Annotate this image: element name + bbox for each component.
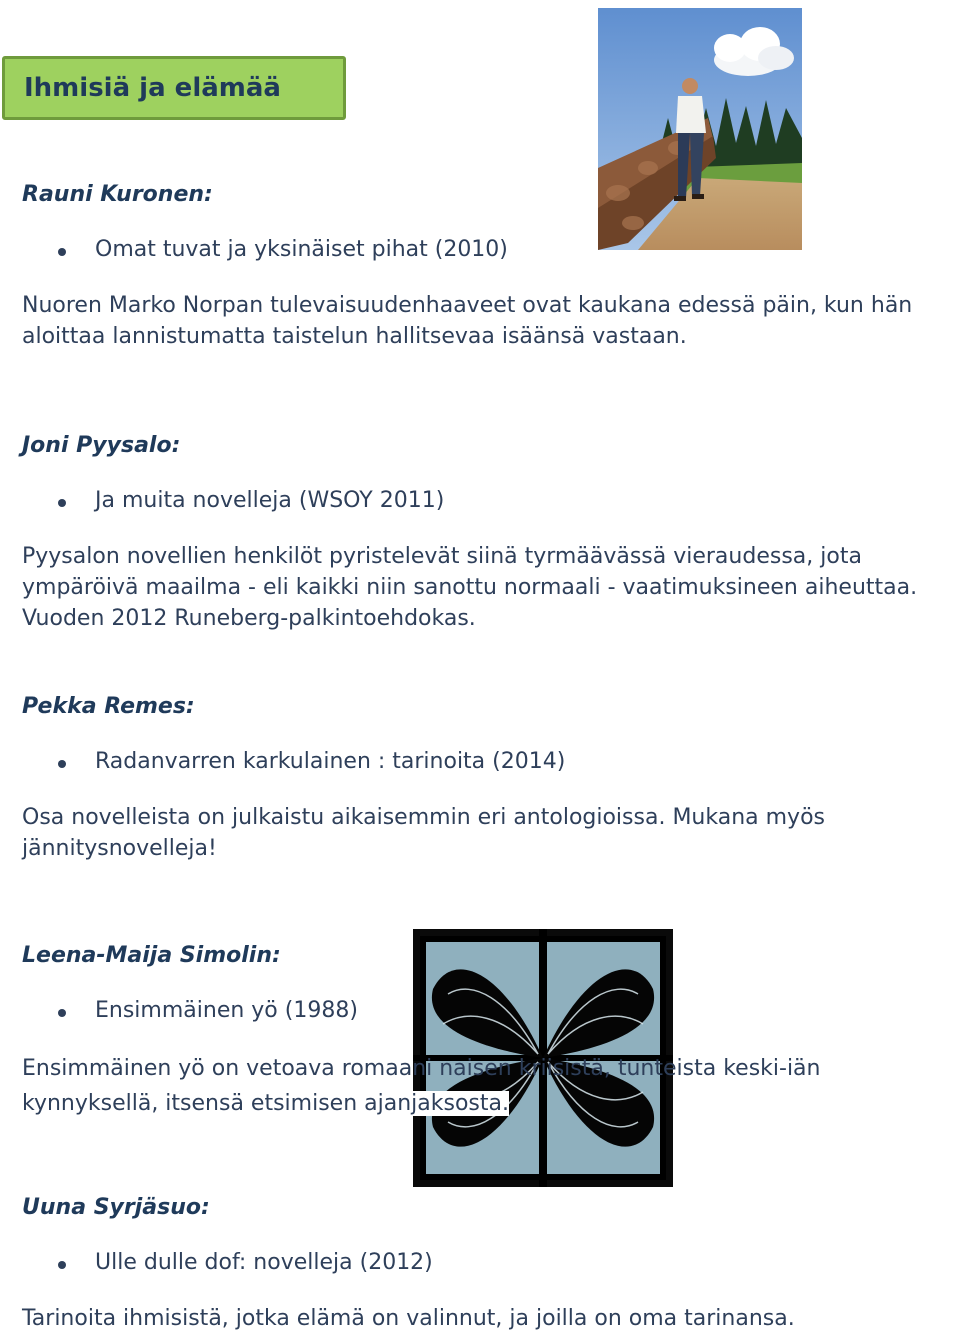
bullet	[58, 760, 66, 768]
book-description	[22, 1051, 958, 1121]
book-title: Ensimmäinen yö (1988)	[95, 998, 358, 1023]
book-description: Pyysalon novellien henkilöt pyristelevät siinä tyrmäävässä vieraudessa, jota ympäröivä maailma - eli kaikki niin sanottu normaali - vaatimuksineen aiheuttaa. Vuoden 2012 Runeberg-palkintoehdokas.	[22, 544, 918, 631]
book-title: Ja muita novelleja (WSOY 2011)	[95, 488, 445, 513]
book-description-line: kynnyksellä, itsensä etsimisen ajanjaksosta.	[22, 1091, 509, 1116]
book-description: Osa novelleista on julkaistu aikaisemmin eri antologioissa. Mukana myös jännitysnovelleja!	[22, 805, 825, 861]
bullet	[58, 1009, 66, 1017]
bullet	[58, 248, 66, 256]
author-name: Joni Pyysalo:	[22, 433, 181, 458]
bullet	[58, 499, 66, 507]
book-title: Radanvarren karkulainen : tarinoita (2014)	[95, 749, 566, 774]
bullet	[58, 1261, 66, 1269]
author-name: Leena-Maija Simolin:	[22, 943, 281, 968]
book-description: Nuoren Marko Norpan tulevaisuudenhaaveet ovat kaukana edessä päin, kun hän aloittaa lannistumatta taistelun hallitsevaa isäänsä vastaan.	[22, 293, 913, 349]
author-name: Uuna Syrjäsuo:	[22, 1195, 210, 1220]
book-title: Omat tuvat ja yksinäiset pihat (2010)	[95, 237, 508, 262]
author-name: Pekka Remes:	[22, 694, 195, 719]
book-description: Tarinoita ihmisistä, jotka elämä on valinnut, ja joilla on oma tarinansa.	[22, 1306, 795, 1331]
author-name: Rauni Kuronen:	[22, 182, 213, 207]
book-title: Ulle dulle dof: novelleja (2012)	[95, 1250, 433, 1275]
section-title-banner	[2, 56, 346, 120]
section-title: Ihmisiä ja elämää	[24, 73, 281, 103]
book-description-line: Ensimmäinen yö on vetoava romaani naisen kriisistä, tunteista keski-iän	[22, 1056, 821, 1081]
book-cover-image-man-on-road	[598, 8, 802, 250]
